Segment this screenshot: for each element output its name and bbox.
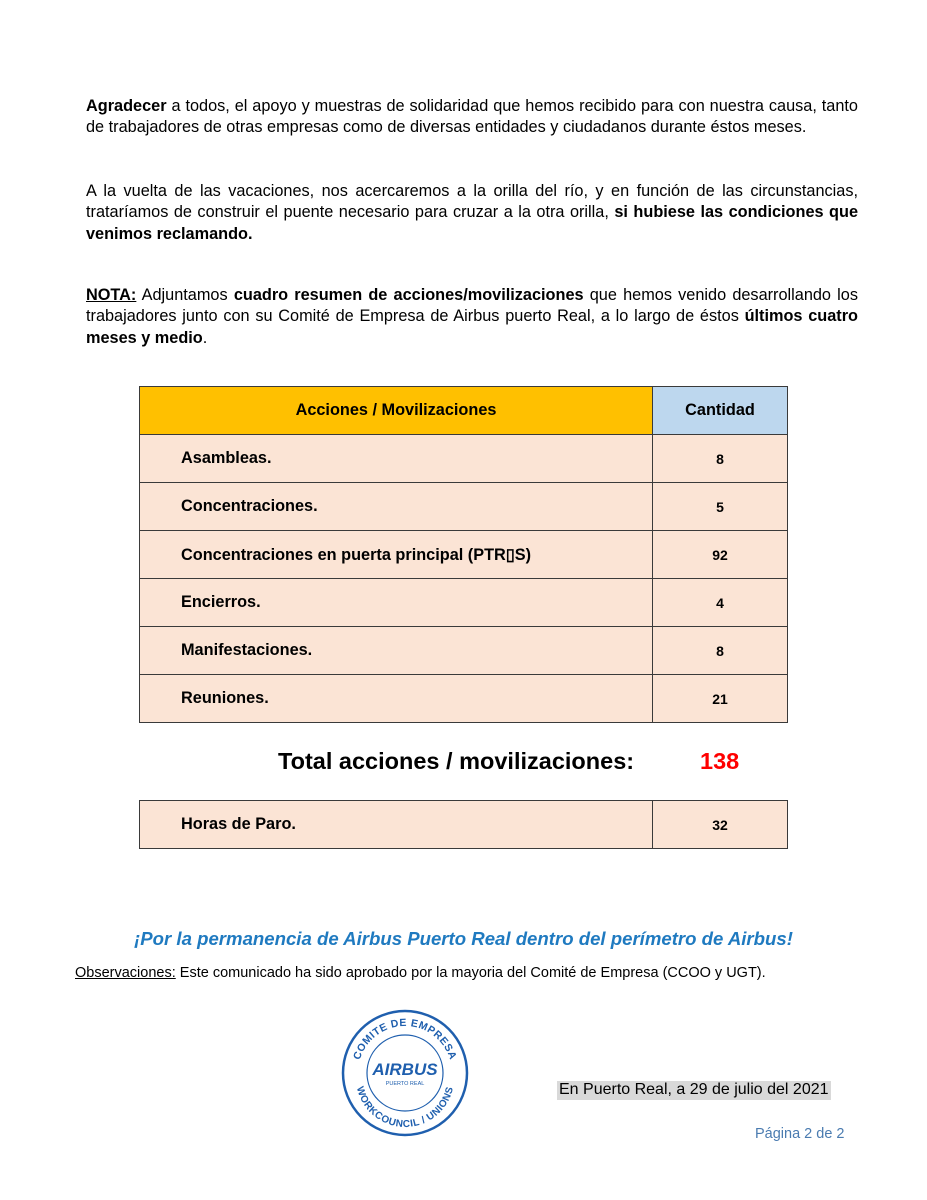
- table-row: [140, 531, 788, 579]
- table-row: [140, 483, 788, 531]
- actions-table: [139, 386, 788, 723]
- nota-text-3: .: [202, 328, 208, 347]
- total-value: 138: [700, 748, 740, 774]
- table-row: [140, 675, 788, 723]
- nota-bold-1: cuadro resumen de acciones/movilizaciones: [233, 286, 584, 304]
- strike-hours-label: Horas de Paro.: [140, 801, 653, 849]
- table-row: [140, 435, 788, 483]
- slogan: ¡Por la permanencia de Airbus Puerto Real dentro del perímetro de Airbus!: [134, 928, 793, 949]
- nota-bold-2: últimos cuatro meses y medio: [86, 307, 858, 347]
- row-value: 8: [653, 627, 788, 675]
- table-row: [140, 801, 788, 849]
- table-row: [140, 579, 788, 627]
- paragraph-nota: [86, 285, 858, 349]
- strike-hours-value: 32: [653, 801, 788, 849]
- nota-text-1: Adjuntamos: [136, 286, 234, 304]
- row-value: 21: [653, 675, 788, 723]
- row-value: 92: [653, 531, 788, 579]
- observaciones-label: Observaciones:: [75, 965, 176, 981]
- paragraph-gratitude-text: a todos, el apoyo y muestras de solidaridad que hemos recibido para con nuestra causa, tanto de trabajadores de otras empresas como de diversas entidades y ciudadanos durante éstos meses.: [86, 97, 858, 137]
- table-header-row: [140, 387, 788, 435]
- paragraph-gratitude: [86, 96, 858, 139]
- paragraph-return: [86, 181, 858, 245]
- strike-hours-table: [139, 800, 788, 849]
- nota-label: NOTA:: [86, 286, 137, 304]
- row-label: Reuniones.: [140, 675, 653, 723]
- place-date: En Puerto Real, a 29 de julio del 2021: [559, 1081, 829, 1098]
- page-number: Página 2 de 2: [755, 1126, 845, 1142]
- total-label: Total acciones / movilizaciones:: [278, 748, 635, 774]
- header-count: Cantidad: [653, 387, 788, 435]
- seal-sub: PUERTO REAL: [385, 1081, 425, 1087]
- paragraph-return-bold: si hubiese las condiciones que venimos reclamando.: [86, 203, 858, 243]
- committee-seal: [340, 1008, 470, 1138]
- observaciones-text: Este comunicado ha sido aprobado por la mayoria del Comité de Empresa (CCOO y UGT).: [175, 965, 766, 981]
- seal-bottom-text: WORKCOUNCIL / UNIONS: [353, 1085, 457, 1131]
- row-label: Asambleas.: [140, 435, 653, 483]
- header-actions: Acciones / Movilizaciones: [140, 387, 653, 435]
- row-label: Concentraciones.: [140, 483, 653, 531]
- observaciones: [75, 965, 766, 981]
- paragraph-gratitude-bold: Agradecer: [86, 97, 167, 115]
- row-value: 5: [653, 483, 788, 531]
- row-value: 4: [653, 579, 788, 627]
- paragraph-return-text: A la vuelta de las vacaciones, nos acercaremos a la orilla del río, y en función de las circunstancias, trataríamos de construir el puente necesario para cruzar a la otra orilla,: [86, 182, 858, 222]
- seal-top-text: COMITE DE EMPRESA: [351, 1016, 459, 1062]
- row-label: Manifestaciones.: [140, 627, 653, 675]
- row-value: 8: [653, 435, 788, 483]
- table-row: [140, 627, 788, 675]
- seal-brand: AIRBUS: [372, 1060, 438, 1079]
- row-label: Concentraciones en puerta principal (PTR▯S): [140, 531, 653, 579]
- row-label: Encierros.: [140, 579, 653, 627]
- nota-text-2: que hemos venido desarrollando los trabajadores junto con su Comité de Empresa de Airbus puerto Real, a lo largo de éstos: [86, 286, 858, 326]
